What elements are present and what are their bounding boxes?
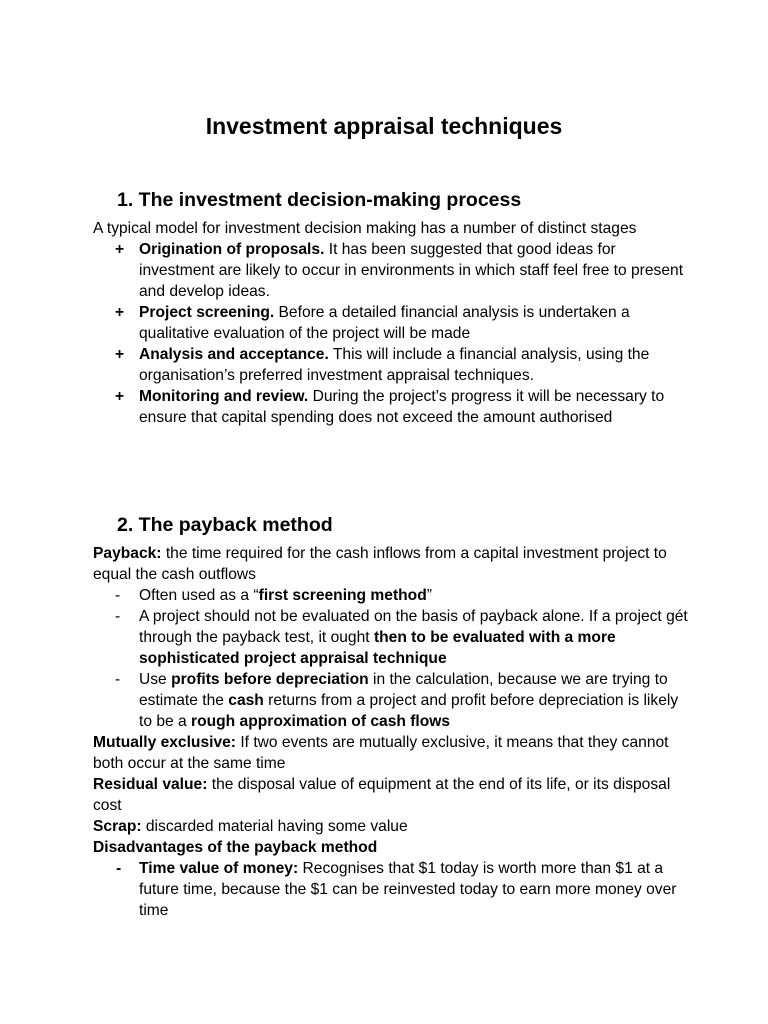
section-1-intro: A typical model for investment decision making has a number of distinct stages [93, 220, 637, 237]
item-text: A project should not be evaluated on the basis of payback alone. If a project gét through the payback test, it ought [139, 608, 688, 646]
stages-list [93, 239, 693, 428]
list-item [93, 386, 693, 428]
item-text: During the project’s progress it will be necessary to ensure that capital spending does not exceed the amount authorised [139, 388, 665, 426]
disadvantages-label: Disadvantages of the payback method [93, 839, 378, 856]
item-text: returns from a project and profit before depreciation is likely to be a [139, 692, 679, 730]
item-text: It has been suggested that good ideas for investment are likely to occur in environments in which staff feel free to present and develop ideas. [139, 241, 684, 300]
disadvantages-heading [93, 837, 693, 858]
payback-definition [93, 543, 693, 585]
list-item [93, 669, 693, 732]
definition-term: Mutually exclusive: [93, 734, 236, 751]
section-2-body [93, 543, 693, 921]
plus-bullet: + [115, 346, 125, 363]
item-emphasis: then to be evaluated with a more sophisticated project appraisal technique [139, 629, 616, 667]
list-item [93, 585, 693, 606]
definition-term: Scrap: [93, 818, 142, 835]
list-item [93, 239, 693, 302]
item-text: ” [426, 587, 432, 604]
item-text: Before a detailed financial analysis is undertaken a qualitative evaluation of the project will be made [139, 304, 630, 342]
item-emphasis: rough approximation of cash flows [191, 713, 451, 730]
item-emphasis: profits before depreciation [171, 671, 369, 688]
definition-text: the time required for the cash inflows from a capital investment project to equal the cash outflows [93, 545, 667, 583]
section-1-body [93, 218, 693, 428]
item-text: Recognises that $1 today is worth more than $1 at a future time, because the $1 can be reinvested today to earn more money over time [139, 860, 677, 919]
definition-text: If two events are mutually exclusive, it means that they cannot both occur at the same time [93, 734, 669, 772]
scrap-definition [93, 816, 693, 837]
page-title: Investment appraisal techniques [205, 113, 563, 139]
residual-value-definition [93, 774, 693, 816]
disadvantages-list [93, 858, 693, 921]
list-item [93, 606, 693, 669]
list-item [93, 858, 693, 921]
definition-term: Payback: [93, 545, 162, 562]
item-term: Time value of money: [139, 860, 299, 877]
item-term: Analysis and acceptance. [139, 346, 329, 363]
definition-text: the disposal value of equipment at the end of its life, or its disposal cost [93, 776, 671, 814]
dash-bullet: - [115, 608, 121, 625]
payback-notes-list [93, 585, 693, 732]
item-term: Project screening. [139, 304, 275, 321]
item-text: in the calculation, because we are trying to estimate the [139, 671, 668, 709]
item-text: Often used as a “ [139, 587, 259, 604]
mutually-exclusive-definition [93, 732, 693, 774]
plus-bullet: + [115, 304, 125, 321]
list-item [93, 302, 693, 344]
item-term: Monitoring and review. [139, 388, 309, 405]
definition-term: Residual value: [93, 776, 208, 793]
plus-bullet: + [115, 388, 125, 405]
list-item [93, 344, 693, 386]
item-text: This will include a financial analysis, using the organisation’s preferred investment appraisal techniques. [139, 346, 650, 384]
plus-bullet: + [115, 241, 125, 258]
item-emphasis: cash [228, 692, 264, 709]
dash-bullet: - [115, 587, 121, 604]
dash-bullet: - [115, 671, 121, 688]
dash-bullet: - [116, 860, 122, 877]
section-2-heading: 2. The payback method [117, 514, 333, 536]
item-emphasis: first screening method [258, 587, 427, 604]
item-term: Origination of proposals. [139, 241, 325, 258]
definition-text: discarded material having some value [141, 818, 408, 835]
section-1-heading: 1. The investment decision-making process [117, 189, 522, 211]
item-text: Use [139, 671, 172, 688]
